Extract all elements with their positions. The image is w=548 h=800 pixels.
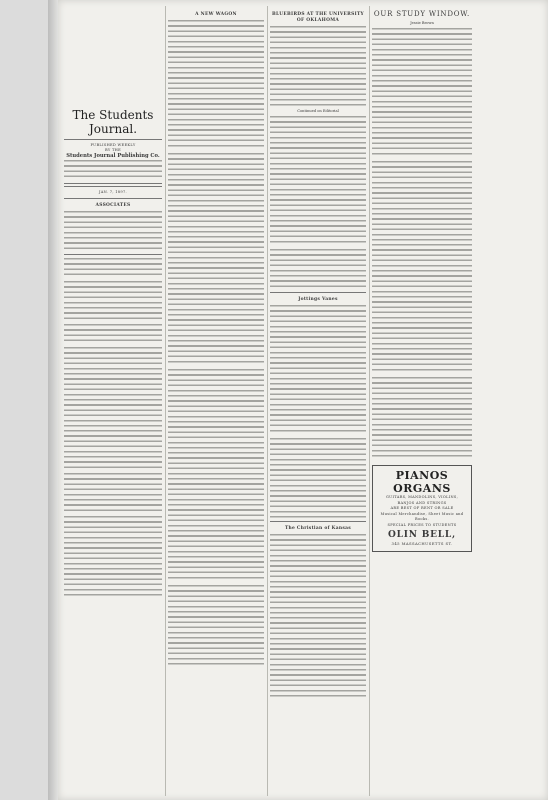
column-rule bbox=[267, 6, 268, 796]
text-block bbox=[168, 153, 264, 233]
article-heading: The Christian of Kansas bbox=[284, 526, 352, 531]
masthead-title: The Students Journal. bbox=[72, 108, 154, 136]
divider bbox=[64, 139, 162, 140]
text-block bbox=[168, 585, 264, 665]
column-1 bbox=[64, 8, 162, 599]
text-block bbox=[270, 534, 366, 614]
column-2 bbox=[168, 8, 264, 668]
publisher-name: Students Journal Publishing Co. bbox=[66, 153, 160, 159]
ad-line: BANJOS AND STRINGS bbox=[397, 500, 447, 505]
ad-line: GUITARS, MANDOLINS, VIOLINS, bbox=[385, 495, 459, 499]
text-block bbox=[168, 369, 264, 449]
text-block bbox=[270, 249, 366, 289]
column-rule bbox=[369, 6, 370, 796]
associates-heading: ASSOCIATES bbox=[95, 203, 131, 208]
text-block bbox=[168, 236, 264, 366]
text-block bbox=[270, 26, 366, 106]
associates-list bbox=[64, 211, 162, 251]
text-block bbox=[64, 473, 162, 513]
text-block bbox=[64, 258, 162, 278]
ad-line: ARE BEST OF RENT OR SALE bbox=[390, 506, 454, 510]
text-block bbox=[270, 116, 366, 246]
text-block bbox=[372, 244, 472, 374]
text-block bbox=[168, 20, 264, 150]
divider bbox=[270, 521, 366, 522]
divider bbox=[64, 183, 162, 187]
article-subheading: Continued on Editorial bbox=[297, 109, 339, 113]
text-block bbox=[372, 161, 472, 241]
divider bbox=[64, 254, 162, 255]
text-block bbox=[372, 28, 472, 158]
staff-list bbox=[64, 160, 162, 180]
divider bbox=[64, 198, 162, 199]
ad-address: 345 MASSACHUSETTS ST. bbox=[391, 541, 453, 546]
ad-line: Musical Merchandise, Sheet Music and Books. bbox=[380, 511, 464, 521]
text-block bbox=[64, 281, 162, 321]
text-block bbox=[64, 516, 162, 596]
column-rule bbox=[165, 6, 166, 796]
column-3 bbox=[270, 8, 366, 700]
ad-name: OLIN BELL, bbox=[388, 530, 456, 540]
text-block bbox=[270, 438, 366, 518]
by-line: BY THE bbox=[104, 148, 122, 152]
ad-line: SPECIAL PRICES TO STUDENTS bbox=[387, 522, 457, 527]
newspaper-page bbox=[58, 0, 548, 800]
article-heading: BLUEBIRDS AT THE UNIVERSITY OF OKLAHOMA bbox=[272, 12, 364, 23]
advertisement-box bbox=[372, 465, 472, 552]
section-title: OUR STUDY WINDOW. bbox=[373, 10, 471, 18]
ad-title: PIANOS ORGANS bbox=[393, 469, 451, 495]
text-block bbox=[64, 347, 162, 427]
published-line: PUBLISHED WEEKLY bbox=[90, 143, 136, 147]
divider bbox=[270, 292, 366, 293]
author-line: Jessie Brown bbox=[410, 21, 434, 25]
text-block bbox=[168, 452, 264, 582]
article-heading: A NEW WAGON bbox=[195, 12, 237, 17]
text-block bbox=[270, 617, 366, 697]
article-heading: Jottings Vanes bbox=[298, 297, 338, 302]
issue-line: JAN. 7, 1897. bbox=[99, 190, 127, 194]
text-block bbox=[270, 305, 366, 435]
text-block bbox=[64, 430, 162, 470]
text-block bbox=[372, 377, 472, 457]
column-4 bbox=[372, 8, 472, 552]
text-block bbox=[64, 324, 162, 344]
